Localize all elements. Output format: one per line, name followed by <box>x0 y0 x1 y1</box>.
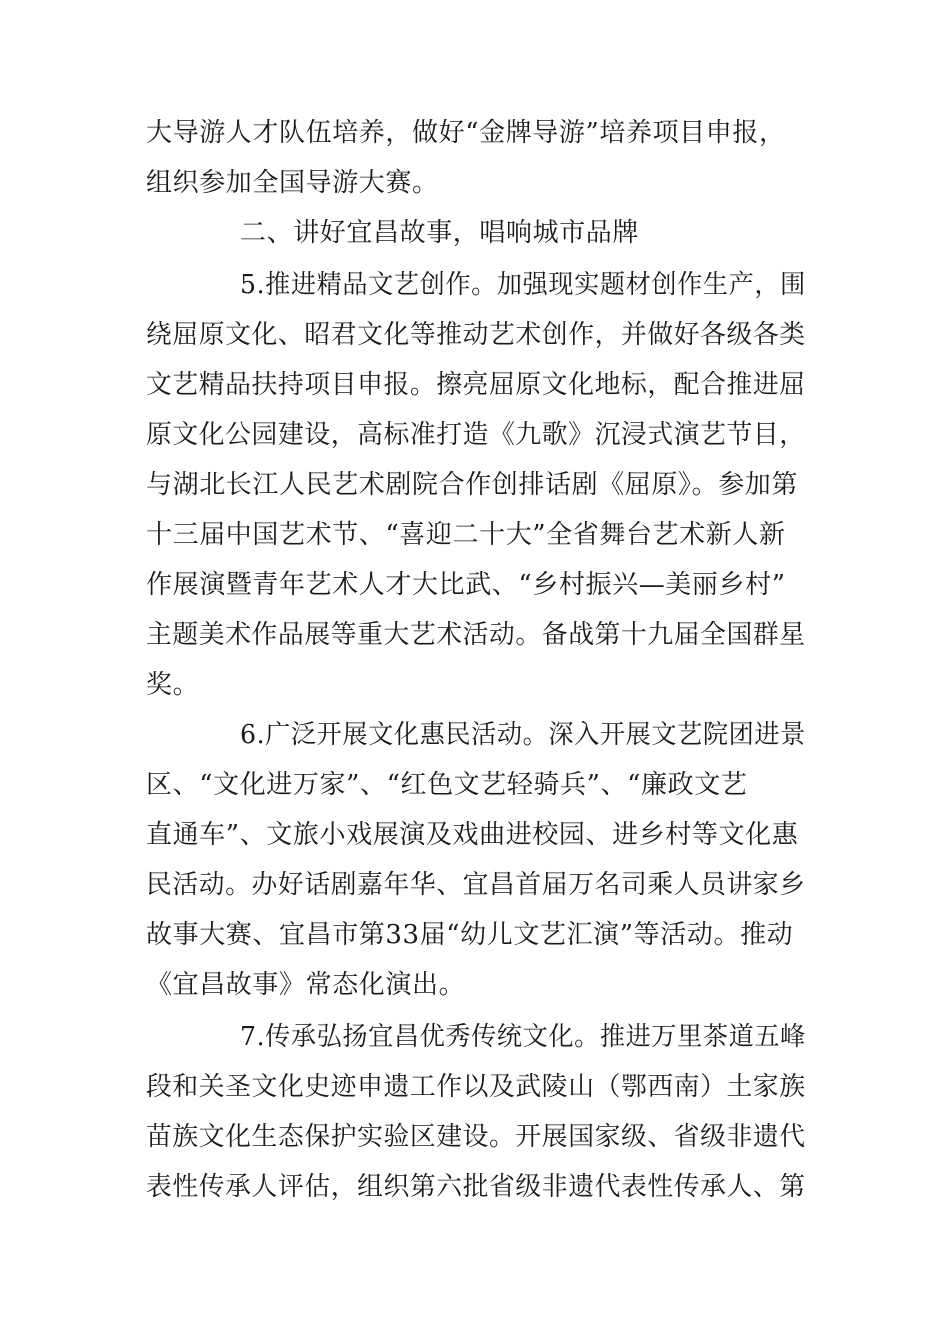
paragraph-line: 段和关圣文化史迹申遗工作以及武陵山（鄂西南）土家族 <box>146 1072 806 1102</box>
paragraph-line: 直通车”、文旅小戏展演及戏曲进校园、进乡村等文化惠 <box>146 820 799 850</box>
paragraph-line: 绕屈原文化、昭君文化等推动艺术创作，并做好各级各类 <box>146 320 806 350</box>
paragraph-line: 作展演暨青年艺术人才大比武、“乡村振兴—美丽乡村” <box>146 570 786 600</box>
paragraph-line: 组织参加全国导游大赛。 <box>146 168 439 198</box>
paragraph-line: 二、讲好宜昌故事，唱响城市品牌 <box>240 218 640 248</box>
paragraph-line: 与湖北长江人民艺术剧院合作创排话剧《屈原》。参加第 <box>146 470 799 500</box>
paragraph-line: 大导游人才队伍培养，做好“金牌导游”培养项目申报， <box>146 118 786 148</box>
paragraph-line: 十三届中国艺术节、“喜迎二十大”全省舞台艺术新人新 <box>146 520 786 550</box>
paragraph-line: 6.广泛开展文化惠民活动。深入开展文艺院团进景 <box>240 720 806 750</box>
paragraph-line: 表性传承人评估，组织第六批省级非遗代表性传承人、第 <box>146 1172 806 1202</box>
paragraph-line: 奖。 <box>146 670 200 700</box>
paragraph-line: 原文化公园建设，高标准打造《九歌》沉浸式演艺节目， <box>146 420 806 450</box>
paragraph-line: 主题美术作品展等重大艺术活动。备战第十九届全国群星 <box>146 620 806 650</box>
paragraph-line: 《宜昌故事》常态化演出。 <box>146 970 466 1000</box>
paragraph-line: 5.推进精品文艺创作。加强现实题材创作生产，围 <box>240 270 806 300</box>
paragraph-line: 7.传承弘扬宜昌优秀传统文化。推进万里茶道五峰 <box>240 1022 806 1052</box>
paragraph-line: 苗族文化生态保护实验区建设。开展国家级、省级非遗代 <box>146 1122 806 1152</box>
paragraph-line: 文艺精品扶持项目申报。擦亮屈原文化地标，配合推进屈 <box>146 370 806 400</box>
paragraph-line: 故事大赛、宜昌市第33届“幼儿文艺汇演”等活动。推动 <box>146 920 794 950</box>
paragraph-line: 民活动。办好话剧嘉年华、宜昌首届万名司乘人员讲家乡 <box>146 870 806 900</box>
paragraph-line: 区、“文化进万家”、“红色文艺轻骑兵”、“廉政文艺 <box>146 770 748 800</box>
